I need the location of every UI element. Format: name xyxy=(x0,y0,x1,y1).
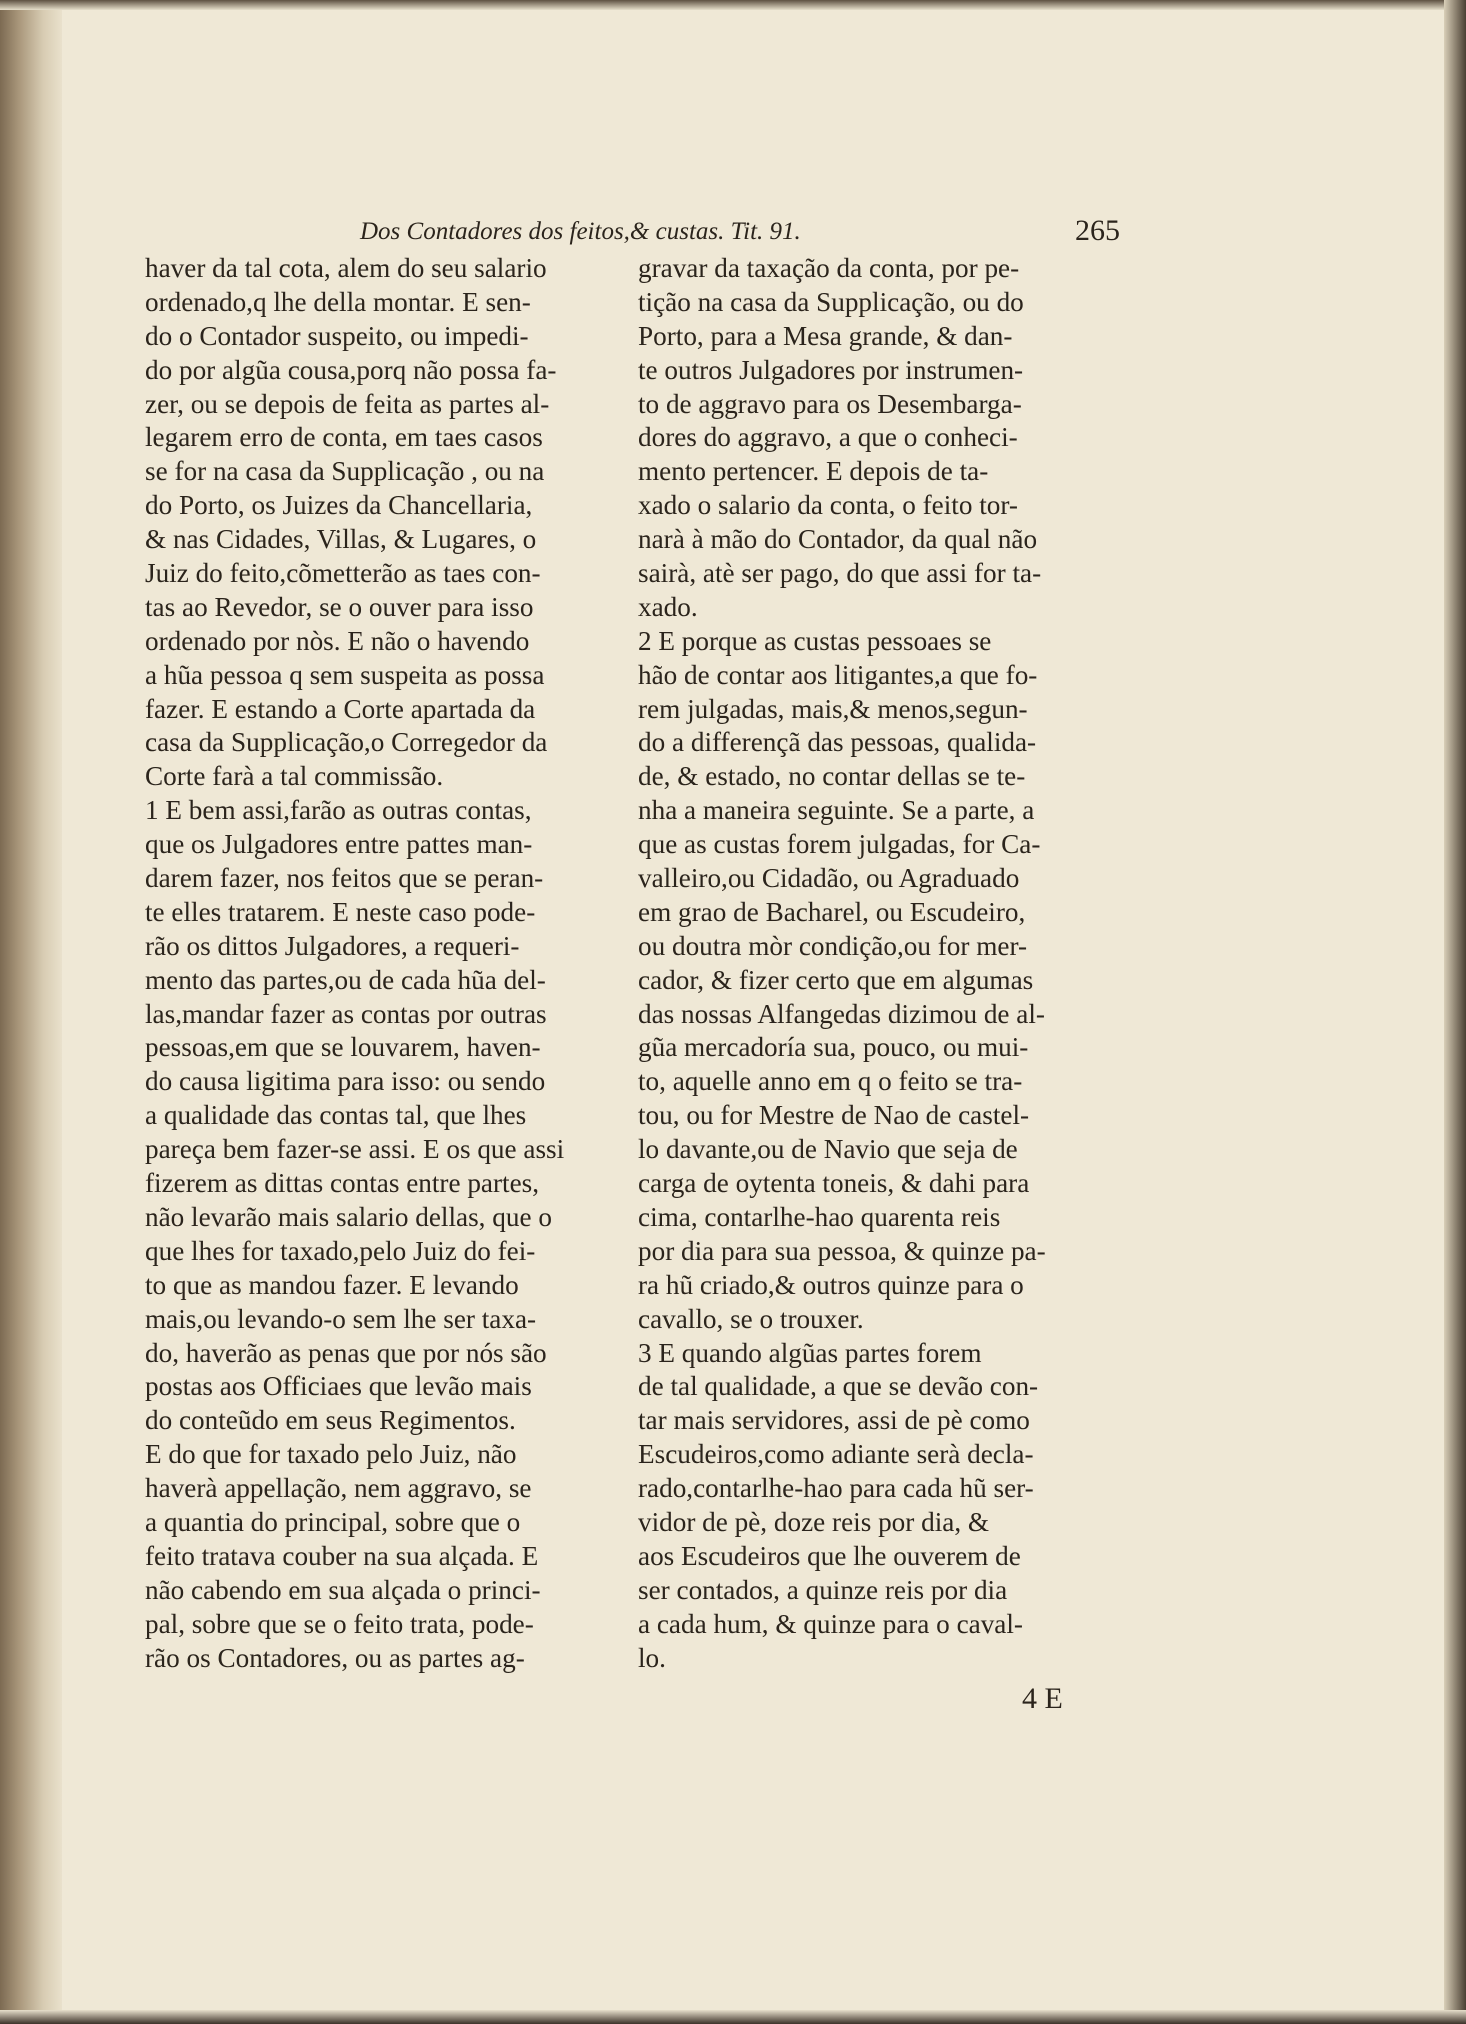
left-text-column xyxy=(145,252,605,1675)
text-line: xado o salario da conta, o feito tor- xyxy=(638,490,1018,521)
text-line: sairà, atè ser pago, do que assi for ta- xyxy=(638,558,1042,589)
text-line: não levarão mais salario dellas, que o xyxy=(145,1201,552,1232)
text-line: fazer. E estando a Corte apartada da xyxy=(145,693,536,724)
text-line: E do que for taxado pelo Juiz, não xyxy=(145,1439,517,1470)
catchword: 4 E xyxy=(1022,1682,1063,1715)
text-line: Corte farà a tal commissão. xyxy=(145,761,444,792)
text-line: feito tratava couber na sua alçada. E xyxy=(145,1540,539,1571)
text-line: a quantia do principal, sobre que o xyxy=(145,1506,521,1537)
text-line: do conteũdo em seus Regimentos. xyxy=(145,1405,516,1436)
text-line: pessoas,em que se louvarem, haven- xyxy=(145,1032,541,1063)
text-line: se for na casa da Supplicação , ou na xyxy=(145,456,545,487)
text-line: xado. xyxy=(638,591,698,622)
text-line: cador, & fizer certo que em algumas xyxy=(638,964,1034,995)
text-line: do o Contador suspeito, ou impedi- xyxy=(145,320,529,351)
text-line: das nossas Alfangedas dizimou de al- xyxy=(638,998,1045,1029)
text-line: dores do aggravo, a que o conheci- xyxy=(638,422,1018,453)
text-line: las,mandar fazer as contas por outras xyxy=(145,998,547,1029)
text-line: do Porto, os Juizes da Chancellaria, xyxy=(145,490,533,521)
text-line: mento pertencer. E depois de ta- xyxy=(638,456,989,487)
text-line: a hũa pessoa q sem suspeita as possa xyxy=(145,659,545,690)
text-line: pal, sobre que se o feito trata, pode- xyxy=(145,1608,534,1639)
book-binding-gutter xyxy=(0,0,62,2024)
text-line: 3 E quando algũas partes forem xyxy=(638,1337,982,1368)
text-line: to que as mandou fazer. E levando xyxy=(145,1269,519,1300)
text-line: tou, ou for Mestre de Nao de castel- xyxy=(638,1100,1030,1131)
text-line: postas aos Officiaes que levão mais xyxy=(145,1371,532,1402)
text-line: fizerem as dittas contas entre partes, xyxy=(145,1168,540,1199)
text-line: do por algũa cousa,porq não possa fa- xyxy=(145,354,557,385)
text-line: aos Escudeiros que lhe ouverem de xyxy=(638,1540,1021,1571)
text-line: te outros Julgadores por instrumen- xyxy=(638,354,1024,385)
text-line: tar mais servidores, assi de pè como xyxy=(638,1405,1030,1436)
text-line: to de aggravo para os Desembarga- xyxy=(638,388,1022,419)
page-header xyxy=(360,214,1120,254)
text-line: tas ao Revedor, se o ouver para isso xyxy=(145,591,534,622)
text-line: haverà appellação, nem aggravo, se xyxy=(145,1473,532,1504)
text-line: narà à mão do Contador, da qual não xyxy=(638,524,1038,555)
text-line: lo davante,ou de Navio que seja de xyxy=(638,1134,1018,1165)
text-line: legarem erro de conta, em taes casos xyxy=(145,422,543,453)
text-line: a cada hum, & quinze para o caval- xyxy=(638,1608,1023,1639)
text-line: rado,contarlhe-hao para cada hũ ser- xyxy=(638,1473,1034,1504)
text-line: valleiro,ou Cidadão, ou Agraduado xyxy=(638,863,1020,894)
text-line: cavallo, se o trouxer. xyxy=(638,1303,864,1334)
page-top-edge xyxy=(0,0,1466,10)
text-line: ordenado,q lhe della montar. E sen- xyxy=(145,286,531,317)
text-line: que os Julgadores entre pattes man- xyxy=(145,829,533,860)
text-line: mais,ou levando-o sem lhe ser taxa- xyxy=(145,1303,537,1334)
text-line: Juiz do feito,cõmetterão as taes con- xyxy=(145,558,541,589)
text-line: por dia para sua pessoa, & quinze pa- xyxy=(638,1235,1046,1266)
text-line: ou doutra mòr condição,ou for mer- xyxy=(638,930,1028,961)
text-line: tição na casa da Supplicação, ou do xyxy=(638,286,1024,317)
text-line: de tal qualidade, a que se devão con- xyxy=(638,1371,1039,1402)
text-line: hão de contar aos litigantes,a que fo- xyxy=(638,659,1038,690)
text-line: que lhes for taxado,pelo Juiz do fei- xyxy=(145,1235,536,1266)
text-line: 1 E bem assi,farão as outras contas, xyxy=(145,795,532,826)
text-line: vidor de pè, doze reis por dia, & xyxy=(638,1506,990,1537)
text-line: haver da tal cota, alem do seu salario xyxy=(145,253,547,283)
text-line: do, haverão as penas que por nós são xyxy=(145,1337,547,1368)
text-line: rão os Contadores, ou as partes ag- xyxy=(145,1642,525,1673)
text-line: a qualidade das contas tal, que lhes xyxy=(145,1100,527,1131)
text-line: pareça bem fazer-se assi. E os que assi xyxy=(145,1134,565,1165)
text-line: do a differençã das pessoas, qualida- xyxy=(638,727,1037,758)
text-line: rem julgadas, mais,& menos,segun- xyxy=(638,693,1028,724)
text-line: Escudeiros,como adiante serà decla- xyxy=(638,1439,1034,1470)
text-line: rão os dittos Julgadores, a requeri- xyxy=(145,930,520,961)
text-line: ser contados, a quinze reis por dia xyxy=(638,1574,1008,1605)
text-line: 2 E porque as custas pessoaes se xyxy=(638,625,992,656)
text-line: darem fazer, nos feitos que se peran- xyxy=(145,863,544,894)
text-line: Porto, para a Mesa grande, & dan- xyxy=(638,320,1013,351)
page-bottom-edge xyxy=(0,2010,1466,2024)
text-line: gravar da taxação da conta, por pe- xyxy=(638,253,1020,283)
text-line: não cabendo em sua alçada o princi- xyxy=(145,1574,541,1605)
text-line: ordenado por nòs. E não o havendo xyxy=(145,625,530,656)
text-line: em grao de Bacharel, ou Escudeiro, xyxy=(638,896,1026,927)
text-line: te elles tratarem. E neste caso pode- xyxy=(145,896,536,927)
text-line: do causa ligitima para isso: ou sendo xyxy=(145,1066,546,1097)
running-title: Dos Contadores dos feitos,& custas. Tit. 91. xyxy=(360,218,801,245)
right-text-column xyxy=(638,252,1098,1675)
text-line: mento das partes,ou de cada hũa del- xyxy=(145,964,546,995)
text-line: gũa mercadoría sua, pouco, ou mui- xyxy=(638,1032,1029,1063)
text-line: de, & estado, no contar dellas se te- xyxy=(638,761,1026,792)
text-line: cima, contarlhe-hao quarenta reis xyxy=(638,1201,1001,1232)
text-line: lo. xyxy=(638,1642,666,1673)
text-line: que as custas forem julgadas, for Ca- xyxy=(638,829,1041,860)
text-line: & nas Cidades, Villas, & Lugares, o xyxy=(145,524,537,555)
text-line: zer, ou se depois de feita as partes al- xyxy=(145,388,550,419)
page-number: 265 xyxy=(1075,214,1120,247)
text-line: to, aquelle anno em q o feito se tra- xyxy=(638,1066,1023,1097)
text-line: nha a maneira seguinte. Se a parte, a xyxy=(638,795,1035,826)
text-line: casa da Supplicação,o Corregedor da xyxy=(145,727,548,758)
text-line: ra hũ criado,& outros quinze para o xyxy=(638,1269,1024,1300)
page-right-edge xyxy=(1444,0,1466,2024)
text-line: carga de oytenta toneis, & dahi para xyxy=(638,1168,1030,1199)
